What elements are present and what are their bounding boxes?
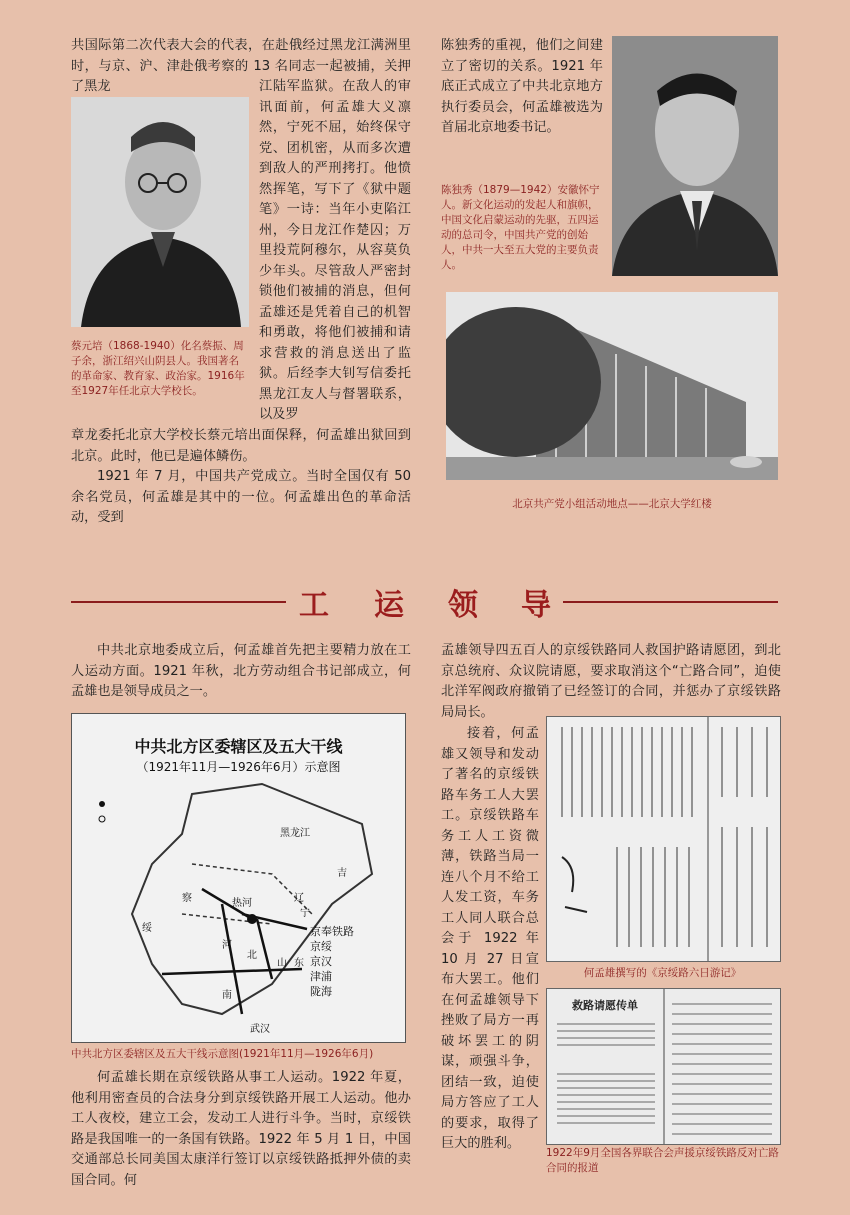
- top-left-paragraph-1: 共国际第二次代表大会的代表，在赴俄经过黑龙江满洲里时，与京、沪、津赴俄考察的 13 名同志一起被捕，关押了黑龙: [71, 38, 411, 94]
- map-label: 绥: [142, 923, 152, 934]
- map-label: 河: [222, 940, 232, 951]
- portrait-photo-icon: [612, 36, 778, 276]
- top-left-paragraph-2: 1921 年 7 月，中国共产党成立。当时全国仅有 50 余名党员，何孟雄是其中的一位。何孟雄出色的革命活动，受到: [71, 469, 411, 525]
- bottom-right-paragraph-1: 孟雄领导四五百人的京绥铁路同人救国护路请愿团，到北京总统府、众议院请愿，要求取消这个“亡路合同”，迫使北洋军阀政府撤销了已经签订的合同，并惩办了京绥铁路局局长。: [441, 643, 781, 720]
- caption-cai-yuanpei: 蔡元培（1868-1940）化名蔡振、周子余，浙江绍兴山阴县人。我国著名的革命家、教育家、政治家。1916年至1927年任北京大学校长。: [71, 340, 245, 397]
- section-title-char-4: 导: [521, 588, 551, 623]
- caption-diary: 何孟雄撰写的《京绥路六日游记》: [583, 967, 742, 979]
- map-legend-item: 京汉: [310, 955, 332, 968]
- map-subtitle: （1921年11月—1926年6月）示意图: [136, 760, 341, 774]
- map-legend: [310, 924, 354, 999]
- leaflet-title: 救路请愿传单: [572, 999, 638, 1012]
- map-label: 宁: [300, 908, 310, 919]
- map-legend-item: 京绥: [310, 940, 332, 953]
- handwritten-document-icon: [547, 717, 780, 961]
- map-label: 黑龙江: [280, 828, 310, 839]
- map-legend-item: 陇海: [310, 985, 332, 998]
- petition-leaflet-newspaper-photo: [546, 988, 781, 1145]
- section-title-char-3: 领: [448, 588, 478, 623]
- map-label: 武汉: [250, 1024, 270, 1035]
- map-label: 吉: [337, 868, 347, 879]
- caption-newspaper: 1922年9月全国各界联合会声援京绥铁路反对亡路合同的报道: [546, 1147, 779, 1174]
- travel-diary-document-photo: [546, 716, 781, 962]
- map-title: 中共北方区委辖区及五大干线: [134, 737, 343, 756]
- peking-university-red-building-photo: [446, 292, 778, 480]
- map-legend-item: 津浦: [310, 970, 332, 983]
- map-label: 辽: [294, 893, 304, 904]
- top-left-paragraph-1-end: 章龙委托北京大学校长蔡元培出面保释，何孟雄出狱回到北京。此时，他已是遍体鳞伤。: [71, 428, 411, 464]
- bottom-right-paragraph-2: 接着，何孟雄又领导和发动了著名的京绥铁路车务工人大罢工。京绥铁路车务工人工资微薄，铁路当局一连八个月不给工人发工资，车务工人同人联合总会于 1922 年 10 月 27 日宣布大罢工。他们在何孟雄领导下挫败了局方一再破坏罢工的阴谋，顽强斗争，团结一致，迫使局方答应了工人的要求，取得了巨大的胜利。: [441, 726, 539, 1151]
- portrait-photo-icon: [71, 97, 249, 327]
- chen-duxiu-portrait: [612, 36, 778, 276]
- caption-chen-duxiu: 陈独秀（1879—1942）安徽怀宁人。新文化运动的发起人和旗帜，中国文化启蒙运动的先驱，五四运动的总司令，中国共产党的创始人，中共一大至五大党的主要负责人。: [441, 184, 600, 271]
- building-photo-icon: [446, 292, 778, 480]
- north-bureau-map: [71, 713, 406, 1043]
- map-label: 北: [247, 950, 257, 961]
- section-title-rule-right: [563, 601, 778, 603]
- section-title-rule-left: [71, 601, 286, 603]
- cai-yuanpei-portrait: [71, 97, 249, 327]
- caption-map: 中共北方区委辖区及五大干线示意图(1921年11月—1926年6月): [71, 1048, 374, 1060]
- map-legend-item: 京奉铁路: [310, 925, 354, 938]
- bottom-left-paragraph-2: 何孟雄长期在京绥铁路从事工人运动。1922 年夏，他利用密查员的合法身分到京绥铁路开展工人运动。他办工人夜校，建立工会，发动工人进行斗争。当时，京绥铁路是我国唯一的一条国有铁路。1922 年 5 月 1 日，中国交通部总长同美国太康洋行签订以京绥铁路抵押外债的卖国合同。何: [71, 1070, 411, 1188]
- map-label: 察: [182, 893, 192, 904]
- map-label: 东: [294, 958, 304, 969]
- caption-building: 北京共产党小组活动地点——北京大学红楼: [512, 498, 712, 510]
- top-right-paragraph-1: 陈独秀的重视，他们之间建立了密切的关系。1921 年底正式成立了中共北京地方执行委员会，何孟雄被选为首届北京地委书记。: [441, 38, 603, 135]
- bottom-left-paragraph-1: 中共北京地委成立后，何孟雄首先把主要精力放在工人运动方面。1921 年秋，北方劳动组合书记部成立，何孟雄也是领导成员之一。: [71, 643, 411, 699]
- top-left-paragraph-1-wrap: 江陆军监狱。在敌人的审讯面前，何孟雄大义凛然，宁死不屈，始终保守党、团机密，从而多次遭到敌人的严刑拷打。他愤然挥笔，写下了《狱中题笔》一诗：当年小吏陷江州，今日龙江作楚囚；万里投荒阿穆尔，从容莫负少年头。尽管敌人严密封锁他们被捕的消息，但何孟雄还是凭着自己的机智和勇敢，将他们被捕和请求营救的消息送出了监狱。后经李大钊写信委托黑龙江友人与督署联系，以及罗: [259, 79, 411, 422]
- map-label: 山: [277, 958, 287, 969]
- section-title-char-2: 运: [374, 588, 404, 623]
- section-title-char-1: 工: [299, 588, 329, 623]
- map-label: 热河: [232, 898, 252, 909]
- map-label: 南: [222, 990, 232, 1001]
